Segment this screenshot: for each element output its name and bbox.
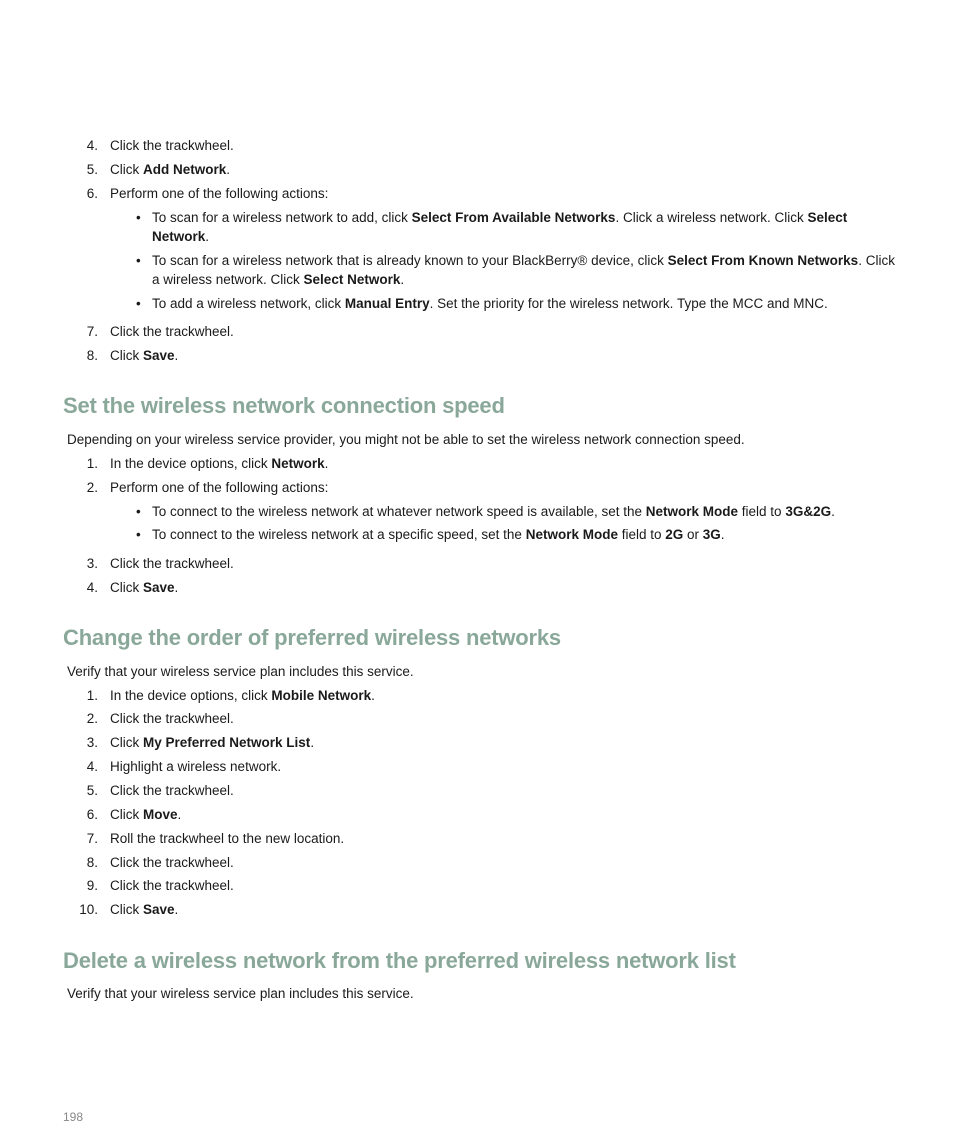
step-number: 7. (86, 831, 98, 846)
step-number: 6. (86, 807, 98, 822)
bold-term: Network (152, 229, 206, 244)
bullet-marker: • (136, 527, 141, 542)
step-number: 8. (86, 348, 98, 363)
bold-term: 3G (702, 527, 721, 542)
step-number: 4. (86, 759, 98, 774)
step-number: 4. (86, 138, 98, 153)
bullet-marker: • (136, 504, 141, 519)
bold-term: My Preferred Network List (143, 735, 311, 750)
step-number: 2. (86, 711, 98, 726)
bold-term: Manual Entry (344, 296, 430, 311)
step-text: Perform one of the following actions: (110, 480, 329, 495)
bold-term: Network Mode (645, 504, 739, 519)
bullet-marker: • (136, 210, 141, 225)
bold-term: Network (271, 456, 325, 471)
bullet-marker: • (136, 296, 141, 311)
step-number: 4. (86, 580, 98, 595)
step-text: Click Save. (110, 580, 179, 595)
step-number: 5. (86, 162, 98, 177)
step-text: In the device options, click Network. (110, 456, 329, 471)
bold-term: Select From Available Networks (411, 210, 616, 225)
step-number: 9. (86, 878, 98, 893)
step-text: Click the trackwheel. (110, 855, 234, 870)
section-intro: Depending on your wireless service provider, you might not be able to set the wireless network connection speed. (67, 432, 745, 447)
step-text: Highlight a wireless network. (110, 759, 282, 774)
bold-term: Save (143, 348, 175, 363)
section-intro: Verify that your wireless service plan includes this service. (67, 664, 414, 679)
section-heading: Set the wireless network connection speed (63, 393, 505, 418)
step-number: 7. (86, 324, 98, 339)
step-number: 1. (86, 456, 98, 471)
section-intro: Verify that your wireless service plan includes this service. (67, 986, 414, 1001)
step-text: Click the trackwheel. (110, 324, 234, 339)
bold-term: Mobile Network (271, 688, 372, 703)
bullet-text: To scan for a wireless network to add, click Select From Available Networks. Click a wireless network. Click Select (152, 210, 848, 225)
step-text: In the device options, click Mobile Network. (110, 688, 375, 703)
bullet-marker: • (136, 253, 141, 268)
bullet-text: Network. (152, 229, 210, 244)
section-heading: Delete a wireless network from the preferred wireless network list (63, 948, 736, 973)
step-number: 6. (86, 186, 98, 201)
step-text: Click Save. (110, 348, 179, 363)
bold-term: 2G (665, 527, 684, 542)
step-text: Click the trackwheel. (110, 711, 234, 726)
bold-term: Save (143, 902, 175, 917)
bold-term: Select Network (303, 272, 401, 287)
bold-term: Save (143, 580, 175, 595)
bullet-text: To add a wireless network, click Manual Entry. Set the priority for the wireless network. Type the MCC and MNC. (152, 296, 828, 311)
bullet-text: To connect to the wireless network at a specific speed, set the Network Mode field to 2G or 3G. (152, 527, 725, 542)
step-text: Click My Preferred Network List. (110, 735, 315, 750)
bold-term: 3G&2G (785, 504, 832, 519)
page-number: 198 (63, 1110, 84, 1124)
step-text: Click the trackwheel. (110, 783, 234, 798)
step-text: Click Save. (110, 902, 179, 917)
step-text: Click the trackwheel. (110, 878, 234, 893)
bullet-text: To scan for a wireless network that is already known to your BlackBerry® device, click Select From Known Networks. Click (152, 253, 895, 268)
step-number: 1. (86, 688, 98, 703)
section-heading: Change the order of preferred wireless networks (63, 625, 561, 650)
step-number: 3. (86, 556, 98, 571)
step-number: 10. (79, 902, 98, 917)
bold-term: Network Mode (525, 527, 618, 542)
step-text: Roll the trackwheel to the new location. (110, 831, 345, 846)
step-text: Perform one of the following actions: (110, 186, 329, 201)
step-number: 3. (86, 735, 98, 750)
step-text: Click the trackwheel. (110, 138, 234, 153)
bullet-text: To connect to the wireless network at whatever network speed is available, set the Network Mode field to 3G&2G. (152, 504, 835, 519)
bullet-text: a wireless network. Click Select Network. (152, 272, 405, 287)
bold-term: Select (807, 210, 848, 225)
step-text: Click Move. (110, 807, 182, 822)
step-number: 5. (86, 783, 98, 798)
step-number: 2. (86, 480, 98, 495)
step-text: Click Add Network. (110, 162, 231, 177)
bold-term: Move (143, 807, 178, 822)
bold-term: Add Network (143, 162, 227, 177)
bold-term: Select From Known Networks (667, 253, 859, 268)
step-number: 8. (86, 855, 98, 870)
step-text: Click the trackwheel. (110, 556, 234, 571)
